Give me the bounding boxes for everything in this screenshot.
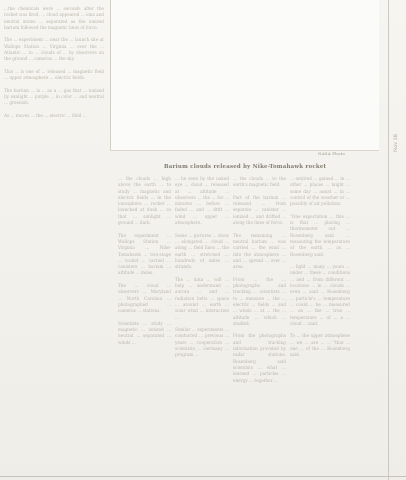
photo-barium-clouds: [110, 0, 379, 151]
side-tag: Nov 28: [393, 134, 399, 153]
article-column-4: ... the clouds ... to the earth's magnetic field. Part of the barium ... released ... from separate ... canister ... ionized ... and drifted ... along the lines of force. The remaining ... neutral barium ... was carried ... the wind ... into the atmosphere ... and ... spread ... over ... area. From ... the ... photographs and tracking ... scientists ... to ... measure ... the ... electric ... fields ... and ... winds ... at ... the ... altitude ... which ... studied. From the photographs and tracking information provided by radar stations, Rosenberg said scientists ... what ... learned ... particles ... energy ... together ...: [233, 176, 286, 383]
photo-credit: NASA Photo: [318, 151, 345, 156]
article-column-5: ... emitted ... gained ... in ... other ... places ... might ... some day ... assist ... in ... control of the weather or ... possibly of air pollution. "One expectation ... this ... is that ... placing ... thermometer out ... Rosenberg said ... measuring the temperature of the earth ... as ... Rosenberg said. ... light ... many ... years ... under ... these ... conditions ... and ... from different ... locations ... in ... clouds ... even ... said ... Rosenberg ... particle's ... temperature ... could ... be ... measured ... on ... the ... true ... temperature ... of ... a ... cloud ... said. To ... the upper atmosphere ... we ... are ... ... "that ... one ... of the ... Rosenberg said.: [290, 176, 350, 358]
column-rule: [388, 0, 389, 480]
article-column-3: ... be seen by the naked eye ... cloud ... released at ... altitude ... observers ... the ... for ... minutes ... before ... faded ... and ... drift ... wind ... upper ... atmosphere. Some ... pictures ... show ... elongated ... cloud ... along ... field lines ... the earth ... stretched ... hundreds of miles ... strands. The ... data ... will ... help ... understand ... aurora ... and ... radiation belts ... space ... around ... earth ... solar wind ... interaction ... Similar ... experiments ... conducted ... previous ... years ... cooperation ... scientists ... Germany ... program ...: [175, 176, 229, 358]
photo-caption: Barium clouds released by Nike-Tomahawk rocket: [164, 164, 327, 170]
article-column-1: ...the chemicals were ... seconds after the rocket was fired, ... cloud appeared ... ions and neutral atoms ... separated as the ionized barium followed the magnetic lines of force. The ... experiment ... near the ... launch site at Wallops Station ... Virginia ... over the ... Atlantic ... to ... clouds of ... by observers on the ground ... cameras ... the sky. This ... is one of ... released ... magnetic field ... upper atmosphere ... electric fields. The barium ... is ... as a ... gas that ... ionized by sunlight ... purple ... in color ... and neutral ... greenish. As ... moves ... the ... electric ... field ...: [4, 6, 104, 119]
article-column-2: ... the clouds ... high above the earth ... to study ... magnetic and electric fields ... in the ionosphere ... rocket ... launched at dusk ... so that ... sunlight ... ground ... dark. The experiment ... Wallops Station ... Virginia ... Nike-Tomahawk ... two-stage ... rocket ... carried ... canisters ... barium ... altitude ... miles. The ... cloud ... observers ... Maryland ... North Carolina ... photographed ... cameras ... stations. Scientists ... study ... magnetic ... ionized ... neutral ... separated ... winds ...: [118, 176, 171, 345]
paper-fold: [0, 476, 406, 477]
